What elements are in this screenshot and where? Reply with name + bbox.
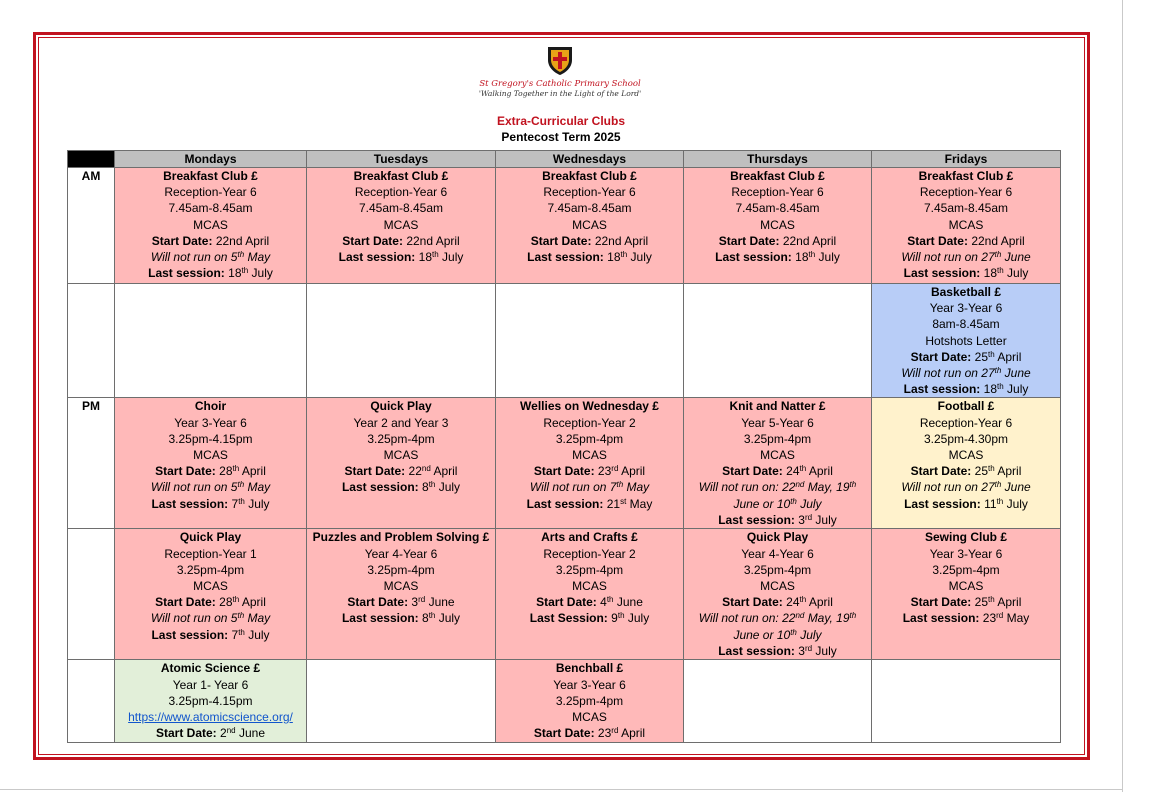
club-name: Atomic Science £ [160, 661, 261, 676]
club-last-session: Last session: 18th July [715, 250, 840, 265]
club-years: Reception-Year 2 [543, 415, 636, 430]
club-provider: MCAS [760, 579, 795, 594]
club-time: 7.45am-8.45am [168, 201, 253, 216]
club-years: Reception-Year 2 [543, 546, 636, 561]
club-provider: MCAS [193, 579, 228, 594]
club-cell-football-fri [872, 398, 1061, 529]
pm-row-1 [68, 398, 1061, 529]
club-time: 3.25pm-4.15pm [168, 431, 253, 446]
club-cell-atomic-mon [115, 660, 307, 743]
club-exclusion: Will not run on 27th June [901, 480, 1031, 495]
club-cell-quickplay-mon [115, 529, 307, 660]
club-name: Benchball £ [555, 661, 624, 676]
club-name: Knit and Natter £ [729, 399, 826, 414]
club-name: Breakfast Club £ [542, 169, 637, 183]
header-tuesday: Tuesdays [307, 151, 496, 168]
club-name: Quick Play [179, 530, 242, 545]
club-cell-breakfast-fri [872, 168, 1061, 284]
club-time: 3.25pm-4pm [555, 562, 624, 577]
club-cell-puzzles-tue [307, 529, 496, 660]
clubs-timetable [67, 150, 1061, 743]
club-exclusion: Will not run on: 22nd May, 19th [698, 480, 857, 495]
club-start-date: Start Date: 28th April [155, 595, 266, 610]
club-years: Reception-Year 6 [164, 185, 257, 200]
club-name: Breakfast Club £ [163, 169, 258, 183]
club-start-date: Start Date: 22nd April [718, 233, 837, 248]
club-provider: MCAS [193, 217, 228, 232]
club-cell-benchball-wed [496, 660, 684, 743]
page-edge-right [1122, 0, 1123, 792]
club-years: Reception-Year 6 [919, 415, 1013, 430]
club-start-date: Start Date: 2nd June [156, 726, 265, 741]
club-exclusion: Will not run on 5th May [150, 480, 271, 495]
club-start-date: Start Date: 3rd June [347, 595, 455, 610]
empty-cell-mon [115, 284, 307, 398]
page-edge-bottom [0, 789, 1123, 790]
club-last-session: Last session: 8th July [341, 611, 461, 626]
club-last-session: Last session: 23rd May [902, 611, 1030, 626]
header-monday: Mondays [115, 151, 307, 168]
club-start-date: Start Date: 24th April [722, 595, 833, 610]
club-last-session: Last session: 18th July [903, 382, 1029, 397]
club-provider: MCAS [572, 579, 607, 594]
club-name: Sewing Club £ [924, 530, 1007, 545]
club-start-date: Start Date: 25th April [910, 464, 1022, 479]
club-start-date: Start Date: 22nd April [344, 464, 458, 479]
club-last-session: Last session: 7th July [151, 627, 270, 642]
club-name: Arts and Crafts £ [541, 530, 638, 545]
slot-label-am: AM [68, 168, 115, 284]
club-start-date: Start Date: 22nd April [151, 233, 270, 248]
club-provider: MCAS [383, 217, 419, 232]
header-corner [68, 151, 115, 168]
page-title: Extra-Curricular Clubs [496, 114, 626, 128]
club-start-date: Start Date: 25th April [910, 595, 1022, 610]
club-cell-breakfast-thu [684, 168, 872, 284]
club-years: Reception-Year 6 [543, 185, 636, 200]
club-cell-breakfast-mon [115, 168, 307, 284]
club-start-date: Start Date: 22nd April [530, 233, 649, 248]
club-last-session: Last session: 18th July [148, 266, 273, 281]
club-name: Choir [194, 399, 227, 414]
club-start-date: Start Date: 22nd April [907, 233, 1025, 248]
slot-label-empty [68, 529, 115, 660]
page-subtitle: Pentecost Term 2025 [501, 130, 621, 144]
empty-cell-fri [872, 660, 1061, 743]
club-time: 8am-8.45am [932, 317, 1000, 332]
club-years: Year 2 and Year 3 [353, 415, 449, 430]
club-last-session: Last session: 18th July [338, 250, 464, 265]
slot-label-pm: PM [68, 398, 115, 529]
club-last-session: Last session: 21st May [526, 496, 653, 511]
club-name: Breakfast Club £ [353, 169, 449, 183]
pm-row-2 [68, 529, 1061, 660]
club-time: 3.25pm-4pm [367, 431, 435, 446]
club-time: 3.25pm-4.30pm [923, 431, 1009, 446]
club-years: Reception-Year 6 [919, 185, 1013, 200]
am-row-2 [68, 284, 1061, 398]
club-name: Quick Play [370, 399, 432, 414]
empty-cell-tue [307, 284, 496, 398]
club-last-session: Last session: 3rd July [718, 643, 837, 658]
club-exclusion-cont: June or 10th July [733, 496, 822, 511]
am-row-breakfast [68, 168, 1061, 284]
club-exclusion: Will not run on: 22nd May, 19th [698, 611, 857, 626]
club-time: 3.25pm-4pm [555, 693, 624, 708]
club-provider: MCAS [760, 448, 795, 463]
club-start-date: Start Date: 25th April [910, 349, 1022, 364]
atomic-science-link[interactable]: https://www.atomicscience.org/ [128, 710, 293, 725]
slot-label-empty [68, 284, 115, 398]
club-last-session: Last session: 7th July [151, 496, 270, 511]
club-name: Breakfast Club £ [730, 169, 825, 183]
club-last-session: Last session: 11th July [904, 496, 1028, 511]
club-start-date: Start Date: 24th April [722, 464, 833, 479]
empty-cell-tue [307, 660, 496, 743]
club-cell-breakfast-wed [496, 168, 684, 284]
club-time: 3.25pm-4pm [367, 562, 435, 577]
club-provider: MCAS [948, 217, 984, 232]
club-time: 7.45am-8.45am [547, 201, 632, 216]
club-years: Year 4-Year 6 [364, 546, 438, 561]
club-provider: MCAS [948, 579, 984, 594]
club-name: Puzzles and Problem Solving £ [312, 530, 490, 545]
club-last-session: Last session: 8th July [341, 480, 461, 495]
header-row [68, 151, 1061, 168]
club-last-session: Last session: 18th July [527, 250, 652, 265]
club-provider: MCAS [383, 448, 419, 463]
club-cell-wellies-wed [496, 398, 684, 529]
club-name: Breakfast Club £ [918, 169, 1014, 183]
club-years: Year 5-Year 6 [741, 415, 814, 430]
club-time: 3.25pm-4pm [932, 562, 1000, 577]
club-link-wrap [115, 709, 306, 725]
club-start-date: Start Date: 23rd April [533, 726, 646, 741]
club-provider: MCAS [948, 448, 984, 463]
club-cell-quickplay-tue [307, 398, 496, 529]
club-time: 3.25pm-4.15pm [168, 693, 253, 708]
club-time: 7.45am-8.45am [923, 201, 1009, 216]
club-start-date: Start Date: 4th June [536, 595, 643, 610]
slot-label-empty [68, 660, 115, 743]
empty-cell-thu [684, 660, 872, 743]
club-exclusion: Will not run on 27th June [901, 366, 1031, 381]
club-provider: MCAS [383, 579, 419, 594]
club-provider: MCAS [572, 710, 607, 725]
club-provider: MCAS [760, 217, 795, 232]
club-start-date: Start Date: 22nd April [342, 233, 460, 248]
empty-cell-wed [496, 284, 684, 398]
club-start-date: Start Date: 28th April [155, 464, 266, 479]
club-last-session: Last Session: 9th July [529, 611, 650, 626]
club-cell-knit-thu [684, 398, 872, 529]
club-provider: Hotshots Letter [925, 333, 1007, 348]
club-provider: MCAS [572, 217, 607, 232]
club-exclusion-cont: June or 10th July [733, 627, 822, 642]
club-name: Football £ [937, 399, 995, 414]
club-years: Year 1- Year 6 [172, 677, 249, 692]
club-time: 7.45am-8.45am [358, 201, 444, 216]
club-start-date: Start Date: 23rd April [533, 464, 646, 479]
club-exclusion: Will not run on 5th May [150, 250, 271, 265]
club-cell-breakfast-tue [307, 168, 496, 284]
club-years: Year 3-Year 6 [553, 677, 626, 692]
club-provider: MCAS [572, 448, 607, 463]
club-years: Year 3-Year 6 [174, 415, 247, 430]
club-time: 3.25pm-4pm [743, 562, 812, 577]
club-time: 3.25pm-4pm [743, 431, 812, 446]
club-time: 3.25pm-4pm [555, 431, 624, 446]
club-name: Quick Play [746, 530, 809, 545]
school-crest-icon [547, 46, 573, 76]
club-exclusion: Will not run on 5th May [150, 611, 271, 626]
club-years: Year 4-Year 6 [741, 546, 814, 561]
header-wednesday: Wednesdays [496, 151, 684, 168]
club-time: 7.45am-8.45am [735, 201, 820, 216]
header-thursday: Thursdays [684, 151, 872, 168]
club-years: Reception-Year 6 [731, 185, 824, 200]
header-friday: Fridays [872, 151, 1061, 168]
club-years: Reception-Year 6 [354, 185, 448, 200]
empty-cell-thu [684, 284, 872, 398]
club-last-session: Last session: 3rd July [718, 512, 837, 527]
school-motto: 'Walking Together in the Light of the Lord' [478, 89, 642, 98]
club-cell-sewing-fri [872, 529, 1061, 660]
club-years: Year 3-Year 6 [929, 301, 1003, 316]
club-exclusion: Will not run on 27th June [901, 250, 1031, 265]
club-last-session: Last session: 18th July [903, 266, 1029, 281]
club-name: Wellies on Wednesday £ [520, 399, 659, 414]
club-cell-basketball-fri [872, 284, 1061, 398]
club-years: Reception-Year 1 [164, 546, 257, 561]
club-cell-arts-wed [496, 529, 684, 660]
club-name: Basketball £ [930, 285, 1002, 299]
club-exclusion: Will not run on 7th May [529, 480, 650, 495]
school-name: St Gregory's Catholic Primary School [479, 79, 641, 89]
club-years: Year 3-Year 6 [929, 546, 1003, 561]
pm-row-3 [68, 660, 1061, 743]
club-provider: MCAS [193, 448, 228, 463]
club-cell-choir-mon [115, 398, 307, 529]
club-cell-quickplay-thu [684, 529, 872, 660]
club-time: 3.25pm-4pm [176, 562, 245, 577]
